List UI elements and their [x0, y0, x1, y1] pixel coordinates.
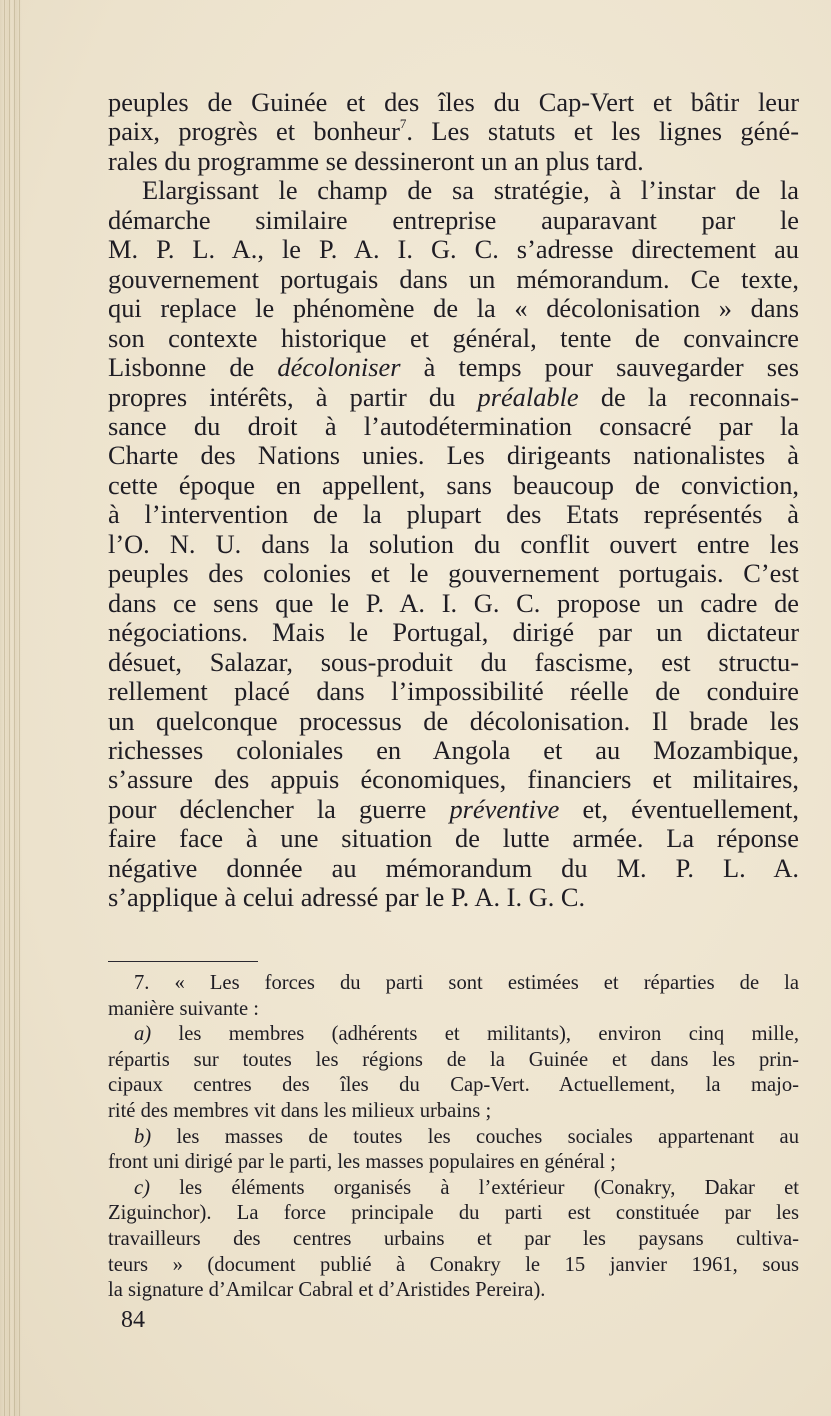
footnote-text-line: cipaux centres des îles du Cap-Vert. Actuellement, la majo-: [108, 1074, 799, 1097]
body-text-line: s’assure des appuis économiques, financiers et militaires,: [108, 764, 799, 795]
body-text-line: rellement placé dans l’impossibilité réelle de conduire: [108, 676, 799, 707]
footnote-text-line: front uni dirigé par le parti, les masses populaires en général ;: [108, 1151, 616, 1174]
body-text-line: démarche similaire entreprise auparavant par le: [108, 204, 799, 235]
footnote-text-line: a) les membres (adhérents et militants), environ cinq mille,: [134, 1023, 799, 1046]
body-text-line: Charte des Nations unies. Les dirigeants nationalistes à: [108, 440, 799, 471]
footnote-reference: 7: [399, 116, 407, 132]
body-text-line: M. P. L. A., le P. A. I. G. C. s’adresse directement au: [108, 234, 799, 265]
italic-text: c): [134, 1176, 150, 1199]
footnote-text-line: répartis sur toutes les régions de la Guinée et dans les prin-: [108, 1048, 799, 1071]
body-text-line: rales du programme se dessineront un an plus tard.: [108, 145, 644, 176]
body-text-line: son contexte historique et général, tente de convaincre: [108, 322, 799, 353]
body-text-line: s’applique à celui adressé par le P. A. I. G. C.: [108, 882, 586, 913]
body-text-line: richesses coloniales en Angola et au Mozambique,: [108, 734, 799, 765]
body-text-line: négociations. Mais le Portugal, dirigé par un dictateur: [108, 617, 799, 648]
body-text-line: cette époque en appellent, sans beaucoup de conviction,: [108, 469, 799, 500]
binding-line: [14, 0, 15, 1416]
body-text-line: gouvernement portugais dans un mémorandum. Ce texte,: [108, 263, 799, 294]
body-text-line: peuples de Guinée et des îles du Cap-Vert et bâtir leur: [108, 87, 799, 117]
body-text-line: faire face à une situation de lutte armée. La réponse: [108, 823, 799, 854]
footnote-text-line: travailleurs des centres urbains et par les paysans cultiva-: [108, 1227, 799, 1250]
main-text: [108, 88, 799, 913]
body-text-line: négative donnée au mémorandum du M. P. L. A.: [108, 852, 799, 883]
body-text-line: sance du droit à l’autodétermination consacré par la: [108, 410, 799, 441]
binding-line: [9, 0, 10, 1416]
italic-text: b): [134, 1125, 152, 1148]
binding-line: [19, 0, 20, 1416]
italic-text: préalable: [477, 381, 579, 412]
footnote-text-line: manière suivante :: [108, 997, 259, 1020]
footnote-text-line: b) les masses de toutes les couches sociales appartenant au: [134, 1125, 799, 1148]
footnote-text-line: la signature d’Amilcar Cabral et d’Aristides Pereira).: [108, 1279, 546, 1302]
body-text-line: paix, progrès et bonheur$^7$. Les statuts et les lignes géné-: [108, 116, 799, 147]
book-page: [108, 87, 800, 1302]
footnote-text-line: 7. « Les forces du parti sont estimées et réparties de la: [134, 972, 799, 994]
binding-line: [4, 0, 5, 1416]
italic-text: décoloniser: [277, 352, 401, 383]
body-text-line: propres intérêts, à partir du préalable de la reconnais-: [108, 381, 800, 412]
body-text-line: dans ce sens que le P. A. I. G. C. propose un cadre de: [108, 587, 799, 618]
body-text-line: un quelconque processus de décolonisation. Il brade les: [108, 705, 799, 736]
body-text-line: désuet, Salazar, sous-produit du fascisme, est structu-: [108, 646, 799, 677]
body-text-line: Elargissant le champ de sa stratégie, à l’instar de la: [142, 175, 799, 206]
body-text-line: peuples des colonies et le gouvernement portugais. C’est: [108, 558, 799, 589]
body-text-line: pour déclencher la guerre préventive et, éventuellement,: [108, 793, 799, 824]
footnote-text-line: rité des membres vit dans les milieux urbains ;: [108, 1099, 492, 1122]
footnote-separator: [108, 961, 258, 962]
body-text-line: l’O. N. U. dans la solution du conflit ouvert entre les: [108, 528, 799, 559]
italic-text: préventive: [449, 793, 560, 824]
footnote-text-line: c) les éléments organisés à l’extérieur (Conakry, Dakar et: [134, 1176, 799, 1199]
body-text-line: à l’intervention de la plupart des Etats représentés à: [108, 499, 799, 530]
footnote-text-line: teurs » (document publié à Conakry le 15 janvier 1961, sous: [108, 1253, 799, 1276]
body-text-line: qui replace le phénomène de la « décolonisation » dans: [108, 293, 799, 324]
footnotes: [108, 971, 799, 1304]
body-text-line: Lisbonne de décoloniser à temps pour sauvegarder ses: [108, 352, 799, 383]
footnote-text-line: Ziguinchor). La force principale du parti est constituée par les: [108, 1202, 799, 1225]
page-number: 84: [121, 1307, 145, 1333]
italic-text: a): [134, 1023, 152, 1046]
